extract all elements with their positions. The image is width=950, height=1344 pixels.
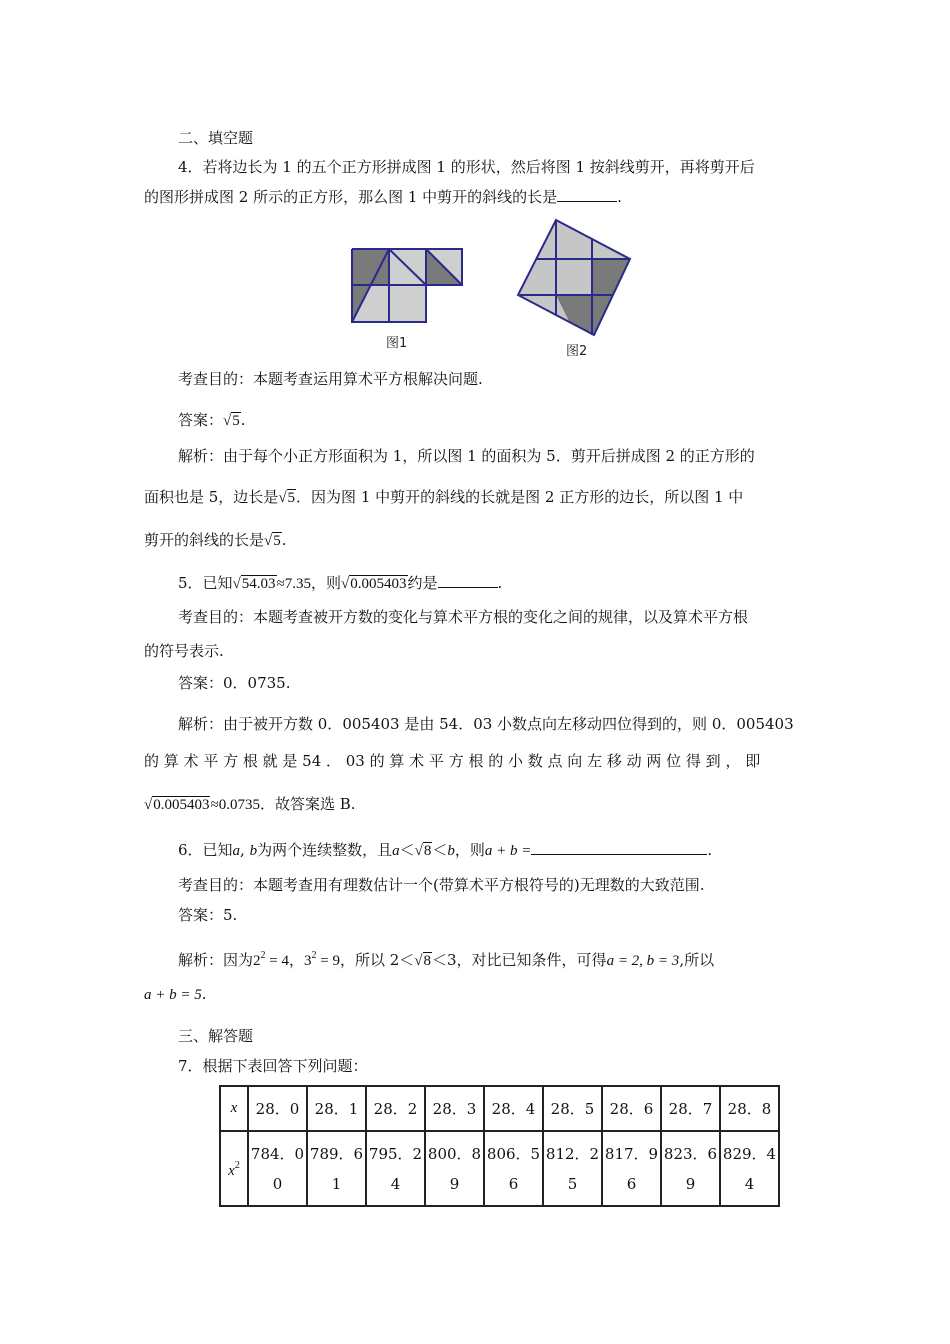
q4-question: 的图形拼成图 2 所示的正方形，那么图 1 中剪开的斜线的长是 (144, 188, 558, 206)
cell-bottom: 1 (331, 1174, 342, 1193)
var-b: b (447, 843, 455, 859)
q5-explanation-line3: √0.005403≈0.0735．故答案选 B. (144, 795, 356, 813)
var-b: b (249, 843, 258, 859)
approx-value: ≈7.35 (276, 576, 312, 592)
figure-1 (352, 249, 462, 351)
figure-2-label: 图2 (566, 344, 588, 359)
table-cell: 28．2 (366, 1086, 425, 1131)
base: 2 (253, 953, 261, 969)
cell-top: 823．6 (663, 1144, 718, 1163)
exp-text: ．因为图 1 中剪开的斜线的长就是图 2 正方形的边长，所以图 1 中 (296, 488, 744, 506)
sqrt-value: 5 (273, 533, 281, 549)
table-cell: 28．3 (425, 1086, 484, 1131)
cell-top: 817．9 (604, 1144, 659, 1163)
sum-expression: a + b = (484, 843, 532, 859)
figure-2 (518, 220, 630, 359)
cell-bottom: 4 (390, 1174, 401, 1193)
answer-blank (557, 187, 617, 202)
equation: a + b = 5 (144, 987, 202, 1003)
section-heading: 三、解答题 (178, 1027, 254, 1045)
q5-text: 5．已知√54.03≈7.35，则√0.005403约是 . (178, 574, 503, 592)
exp-text: 面积也是 5，边长是 (144, 488, 279, 506)
table-cell: 28．4 (484, 1086, 543, 1131)
q6-mid: 为两个连续整数，且 (257, 841, 393, 859)
table-row-x (220, 1086, 779, 1131)
exp-text: ．故答案选 B. (259, 795, 356, 813)
q4-explanation-line2: 面积也是 5，边长是√5．因为图 1 中剪开的斜线的长就是图 2 正方形的边长，所以图 1 中 (144, 488, 744, 506)
answer-value: 5 (232, 413, 240, 429)
q4-text-line1: 4．若将边长为 1 的五个正方形拼成图 1 的形状，然后将图 1 按斜线剪开，再将剪开后 (178, 158, 755, 176)
q6-purpose: 考查目的：本题考查用有理数估计一个(带算术平方根符号的)无理数的大致范围. (178, 876, 705, 894)
cell-top: 789．6 (309, 1144, 364, 1163)
q6-prefix: 6．已知 (178, 841, 233, 859)
table-header-x-squared (220, 1131, 248, 1206)
q4-text-line2: 的图形拼成图 2 所示的正方形，那么图 1 中剪开的斜线的长是 . (144, 188, 622, 206)
header-var: x (228, 1163, 235, 1179)
lt-sign: ＜ (432, 841, 448, 859)
q5-suffix: 约是 (407, 574, 438, 592)
q4-explanation-line1: 解析：由于每个小正方形面积为 1，所以图 1 的面积为 5．剪开后拼成图 2 的正方形的 (178, 447, 755, 465)
table-cell (366, 1131, 425, 1206)
q5-mid: ，则 (311, 574, 342, 592)
table-cell: 28．5 (543, 1086, 602, 1131)
table-cell (248, 1131, 307, 1206)
exp-text: 解析：因为 (178, 951, 254, 969)
cell-top: 795．2 (368, 1144, 423, 1163)
q6-explanation-line2 (144, 984, 207, 1005)
var-a: a (392, 843, 400, 859)
exp-text: ，所以 2＜ (339, 951, 415, 969)
var-a: a (232, 843, 241, 859)
table-cell (307, 1131, 366, 1206)
cell-top: 800．8 (427, 1144, 482, 1163)
exp-text: 剪开的斜线的长是 (144, 531, 265, 549)
exp-text: ， (288, 951, 304, 969)
table-cell (543, 1131, 602, 1206)
lt-sign: ＜ (399, 841, 415, 859)
table-cell (425, 1131, 484, 1206)
q4-explanation-line3: 剪开的斜线的长是√5. (144, 531, 287, 549)
cell-bottom: 9 (685, 1174, 696, 1193)
radicand: 8 (423, 953, 432, 969)
section-heading: 二、填空题 (178, 129, 254, 147)
cell-bottom: 4 (744, 1174, 755, 1193)
table-cell: 28．8 (720, 1086, 779, 1131)
answer-blank (438, 573, 498, 588)
table-cell (484, 1131, 543, 1206)
q6-text: 6．已知a, b为两个连续整数，且a＜√8＜b，则a + b = . (178, 841, 713, 859)
cell-bottom: 0 (272, 1174, 283, 1193)
answer-blank (531, 840, 707, 855)
approx-value: ≈0.0735 (210, 797, 260, 813)
table-cell: 28．7 (661, 1086, 720, 1131)
table-cell: 28．6 (602, 1086, 661, 1131)
q5-purpose-line1: 考查目的：本题考查被开方数的变化与算术平方根的变化之间的规律，以及算术平方根 (178, 608, 749, 626)
table-row-x-squared (220, 1131, 779, 1206)
cell-top: 829．4 (722, 1144, 777, 1163)
fig1-cell (389, 285, 426, 322)
exp-text: ＜3，对比已知条件，可得 (432, 951, 607, 969)
cell-top: 812．2 (545, 1144, 600, 1163)
q7-text: 7．根据下表回答下列问题： (178, 1057, 368, 1075)
q6-explanation-line1: 解析：因为$2^2 = 4$，$3^2 = 9$，所以 2＜√8＜3，对比已知条件，可得a = 2, b = 3,所以 (178, 950, 715, 969)
radicand: 0.005403 (153, 797, 210, 813)
equation: = 4 (265, 953, 289, 969)
equation: = 9 (316, 953, 340, 969)
exp-text: . (201, 985, 207, 1003)
cell-bottom: 6 (508, 1174, 519, 1193)
table-cell (602, 1131, 661, 1206)
cell-bottom: 5 (567, 1174, 578, 1193)
radicand: 54.03 (241, 576, 276, 592)
q5-prefix: 5．已知 (178, 574, 233, 592)
base: 3 (304, 953, 312, 969)
q5-explanation-line2: 的 算 术 平 方 根 就 是 54 ． 03 的 算 术 平 方 根 的 小 数 点 向 左 移 动 两 位 得 到 ， 即 (144, 752, 761, 770)
radicand: 8 (423, 843, 432, 859)
radicand: 0.005403 (350, 576, 407, 592)
q5-explanation-line1: 解析：由于被开方数 0．005403 是由 54．03 小数点向左移动四位得到的，则 0．005403 (178, 715, 794, 733)
table-cell (720, 1131, 779, 1206)
equation: a = 2, b = 3 (606, 953, 680, 969)
cell-top: 806．5 (486, 1144, 541, 1163)
table-cell: 28．1 (307, 1086, 366, 1131)
q4-answer: 答案：√5. (178, 411, 246, 429)
figure-1-label: 图1 (386, 336, 408, 351)
q6-answer: 答案：5. (178, 906, 238, 924)
table-cell (661, 1131, 720, 1206)
q5-purpose-line2: 的符号表示. (144, 642, 224, 660)
cell-bottom: 9 (449, 1174, 460, 1193)
figures (340, 215, 640, 365)
sqrt-value: 5 (287, 490, 296, 506)
exp-text: ,所以 (679, 951, 715, 969)
data-table (219, 1085, 780, 1207)
header-exponent: 2 (234, 1160, 240, 1171)
answer-label: 答案： (178, 411, 224, 429)
cell-bottom: 6 (626, 1174, 637, 1193)
q6-mid: ，则 (454, 841, 485, 859)
q4-purpose: 考查目的：本题考查运用算术平方根解决问题. (178, 370, 483, 388)
cell-top: 784．0 (250, 1144, 305, 1163)
table-header-x: x (220, 1086, 248, 1131)
q5-answer: 答案：0．0735. (178, 674, 291, 692)
table-cell: 28．0 (248, 1086, 307, 1131)
